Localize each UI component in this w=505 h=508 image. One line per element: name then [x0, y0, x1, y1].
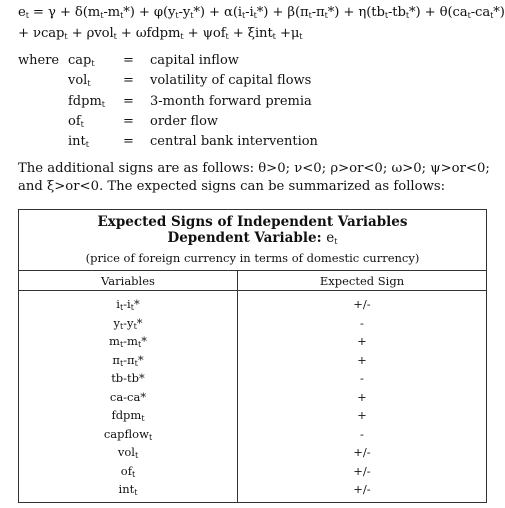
expected-sign-cell: +: [238, 388, 487, 407]
expected-sign-cell: +/-: [238, 462, 487, 481]
definition-variable: vol$_t$: [68, 73, 91, 89]
table-row: [19, 388, 487, 407]
paragraph-line-1: The additional signs are as follows: θ>0; ν<0; ρ>or<0; ω>0; ψ>or<0;: [18, 161, 490, 176]
definition-variable: fdpm$_t$: [68, 93, 106, 109]
table-body: [19, 291, 487, 503]
expected-sign-cell: -: [238, 369, 487, 388]
variable-cell: $y_t-y_t*$: [19, 314, 238, 333]
expected-sign-cell: +: [238, 406, 487, 425]
variable-cell: vol$_t$: [19, 443, 238, 462]
definition-description: capital inflow: [150, 53, 239, 68]
variable-cell: $\pi_t-\pi_t*$: [19, 351, 238, 370]
variable-cell: ca-ca*: [19, 388, 238, 407]
expected-signs-table: [18, 209, 487, 503]
definition-equals: =: [123, 53, 134, 68]
expected-sign-cell: +/-: [238, 480, 487, 502]
expected-sign-cell: -: [238, 314, 487, 333]
equation-line-1: $e_t = \gamma + \delta(m_t-m_t*) + \varphi(y_t-y_t*) + \alpha(i_t-i_t*) + \beta(\pi_t-\pi_t*) + \eta(tb_t-tb_t*) + \theta(ca_t-ca_t*)$: [18, 5, 505, 20]
table-header: [19, 210, 487, 271]
variable-cell: int$_t$: [19, 480, 238, 502]
table-row: [19, 406, 487, 425]
definition-variable: cap$_t$: [68, 53, 95, 68]
signs-paragraph: [18, 160, 498, 196]
table-row: [19, 332, 487, 351]
table-row: [19, 314, 487, 333]
paragraph-line-2: and ξ>or<0. The expected signs can be summarized as follows:: [18, 179, 446, 194]
table-row: [19, 351, 487, 370]
table-subtitle: Dependent Variable: $e_t$: [167, 230, 338, 246]
definition-description: central bank intervention: [150, 134, 318, 150]
expected-sign-cell: +/-: [238, 291, 487, 314]
definition-equals: =: [123, 73, 134, 89]
variable-cell: $i_t-i_t*$: [19, 291, 238, 314]
definition-equals: =: [123, 113, 134, 129]
variable-cell: fdpm$_t$: [19, 406, 238, 425]
table-row: [19, 443, 487, 462]
table-row: [19, 291, 487, 314]
definition-description: volatility of capital flows: [150, 73, 312, 89]
table-row: [19, 480, 487, 502]
definition-description: order flow: [150, 113, 219, 129]
variable-cell: $of_t$: [19, 462, 238, 481]
definition-equals: =: [123, 134, 134, 150]
table-title: Expected Signs of Independent Variables: [97, 214, 408, 230]
where-label: where: [18, 53, 60, 68]
column-header-expected-sign: Expected Sign: [238, 271, 487, 291]
equation-line-2: + νcap$_t$ + ρvol$_t$ + ωfdpm$_t$ + $\psi of_t + \xi int_t +\mu_t$: [18, 26, 303, 41]
expected-sign-cell: -: [238, 425, 487, 444]
expected-sign-cell: +: [238, 351, 487, 370]
expected-sign-cell: +: [238, 332, 487, 351]
variable-cell: tb-tb*: [19, 369, 238, 388]
table-row: [19, 462, 487, 481]
variable-cell: capflow$_t$: [19, 425, 238, 444]
column-header-variables: Variables: [19, 271, 238, 291]
definition-description: 3-month forward premia: [150, 93, 312, 109]
definition-variable: $of_t$: [68, 113, 84, 129]
table-row: [19, 425, 487, 444]
table-note: (price of foreign currency in terms of domestic currency): [85, 251, 420, 265]
table-row: [19, 369, 487, 388]
definition-variable: int$_t$: [68, 134, 89, 150]
variable-cell: $m_t-m_t*$: [19, 332, 238, 351]
expected-sign-cell: +/-: [238, 443, 487, 462]
definition-equals: =: [123, 93, 134, 109]
